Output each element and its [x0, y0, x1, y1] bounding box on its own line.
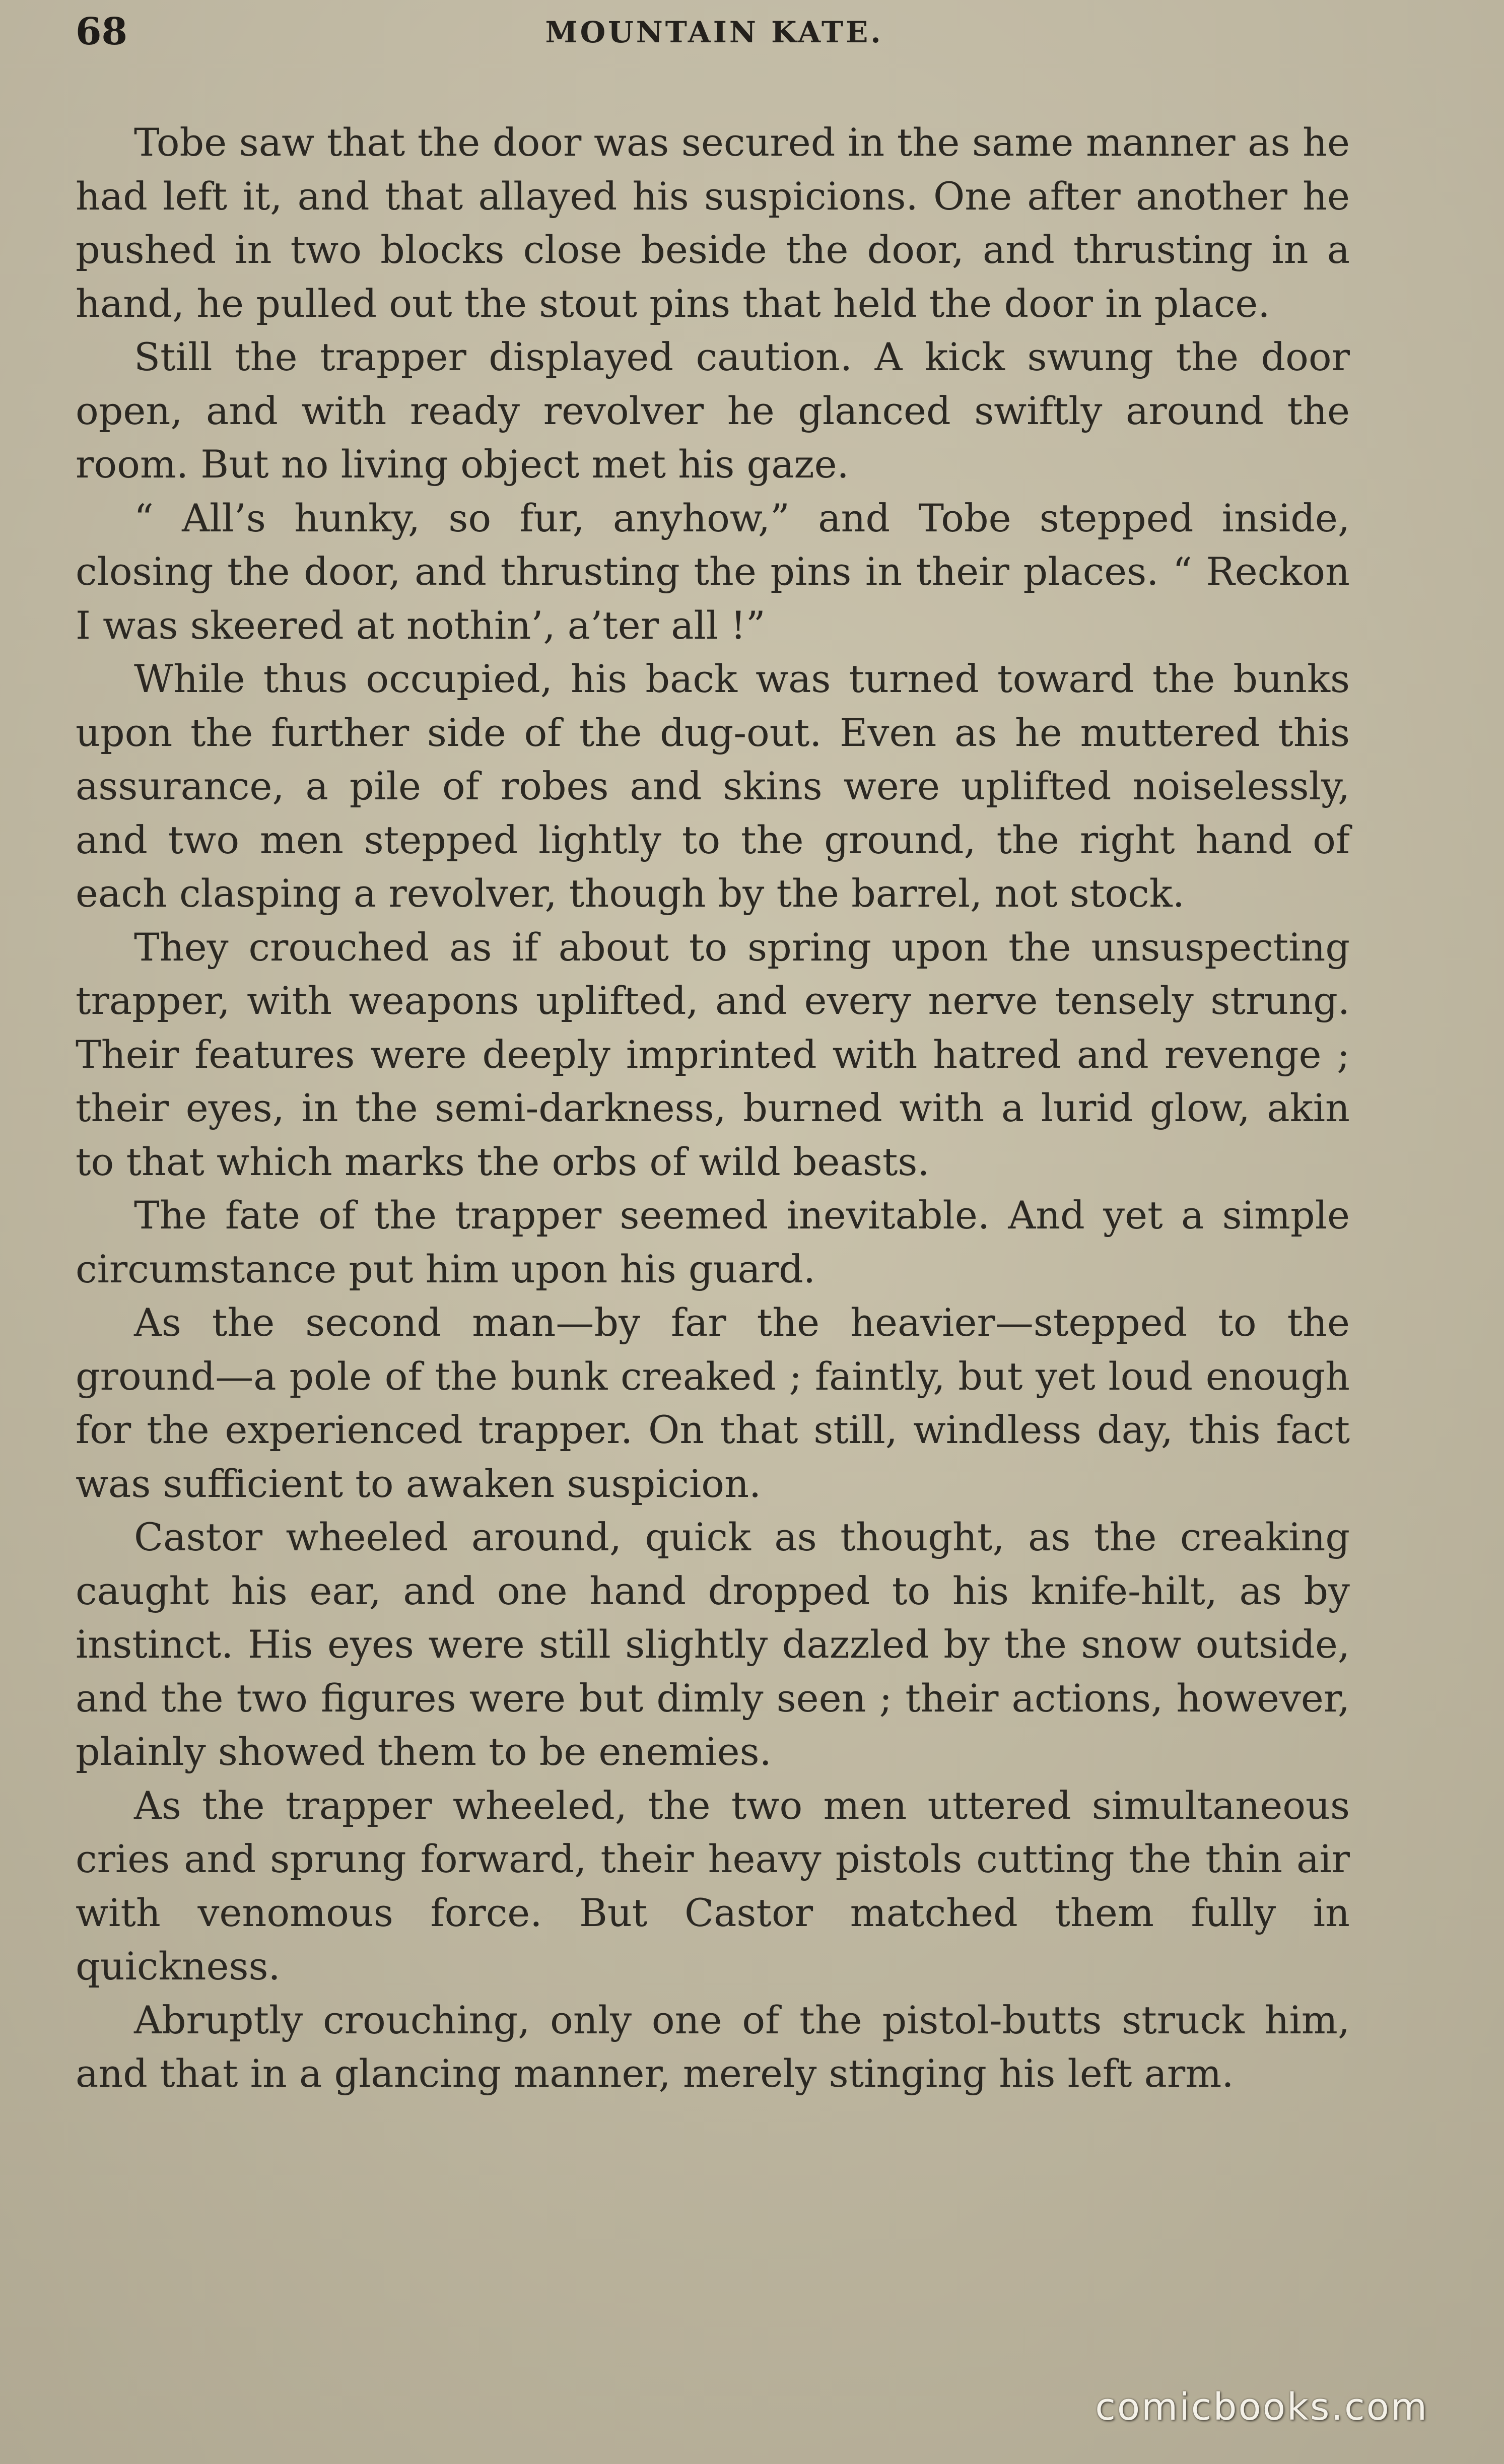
- book-title: MOUNTAIN KATE.: [545, 15, 883, 49]
- paragraph: Castor wheeled around, quick as thought, as the creaking caught his ear, and one hand dropped to his knife-hilt, as by instinct. His eyes were still slightly dazzled by the snow outside, and the two figures were but dimly seen ; their actions, however, plainly showed them to be enemies.: [76, 1515, 1350, 1774]
- paragraph: While thus occupied, his back was turned toward the bunks upon the further side of the dug-out. Even as he muttered this assurance, a pile of robes and skins were uplifted noiselessly, and two men stepped lightly to the ground, the right hand of each clasping a revolver, though by the barrel, not stock.: [76, 656, 1350, 916]
- paragraph: The fate of the trapper seemed inevitable. And yet a simple circumstance put him upon his guard.: [76, 1193, 1350, 1291]
- paragraph: Abruptly crouching, only one of the pistol-butts struck him, and that in a glancing manner, merely stinging his left arm.: [76, 1997, 1350, 2096]
- paragraph: As the trapper wheeled, the two men uttered simultaneous cries and sprung forward, their heavy pistols cutting the thin air with venomous force. But Castor matched them fully in quickness.: [76, 1783, 1350, 1989]
- running-head: [76, 10, 1353, 65]
- paragraph: “ All’s hunky, so fur, anyhow,” and Tobe stepped inside, closing the door, and thrusting the pins in their places. “ Reckon I was skeered at nothin’, a’ter all !”: [76, 495, 1350, 648]
- paragraph: Tobe saw that the door was secured in the same manner as he had left it, and that allayed his suspicions. One after another he pushed in two blocks close beside the door, and thrusting in a hand, he pulled out the stout pins that held the door in place.: [76, 120, 1350, 326]
- paragraph: Still the trapper displayed caution. A kick swung the door open, and with ready revolver he glanced swiftly around the room. But no living object met his gaze.: [76, 334, 1350, 487]
- paragraph: As the second man—by far the heavier—stepped to the ground—a pole of the bunk creaked ; faintly, but yet loud enough for the experienced trapper. On that still, windless day, this fact was sufficient to awaken suspicion.: [76, 1300, 1350, 1506]
- watermark: comicbooks.com: [1095, 2385, 1428, 2429]
- body-text: [76, 116, 1350, 2101]
- page-number: 68: [76, 10, 127, 53]
- paragraph: They crouched as if about to spring upon the unsuspecting trapper, with weapons uplifted, and every nerve tensely strung. Their features were deeply imprinted with hatred and revenge ; their eyes, in the semi-darkness, burned with a lurid glow, akin to that which marks the orbs of wild beasts.: [76, 924, 1350, 1184]
